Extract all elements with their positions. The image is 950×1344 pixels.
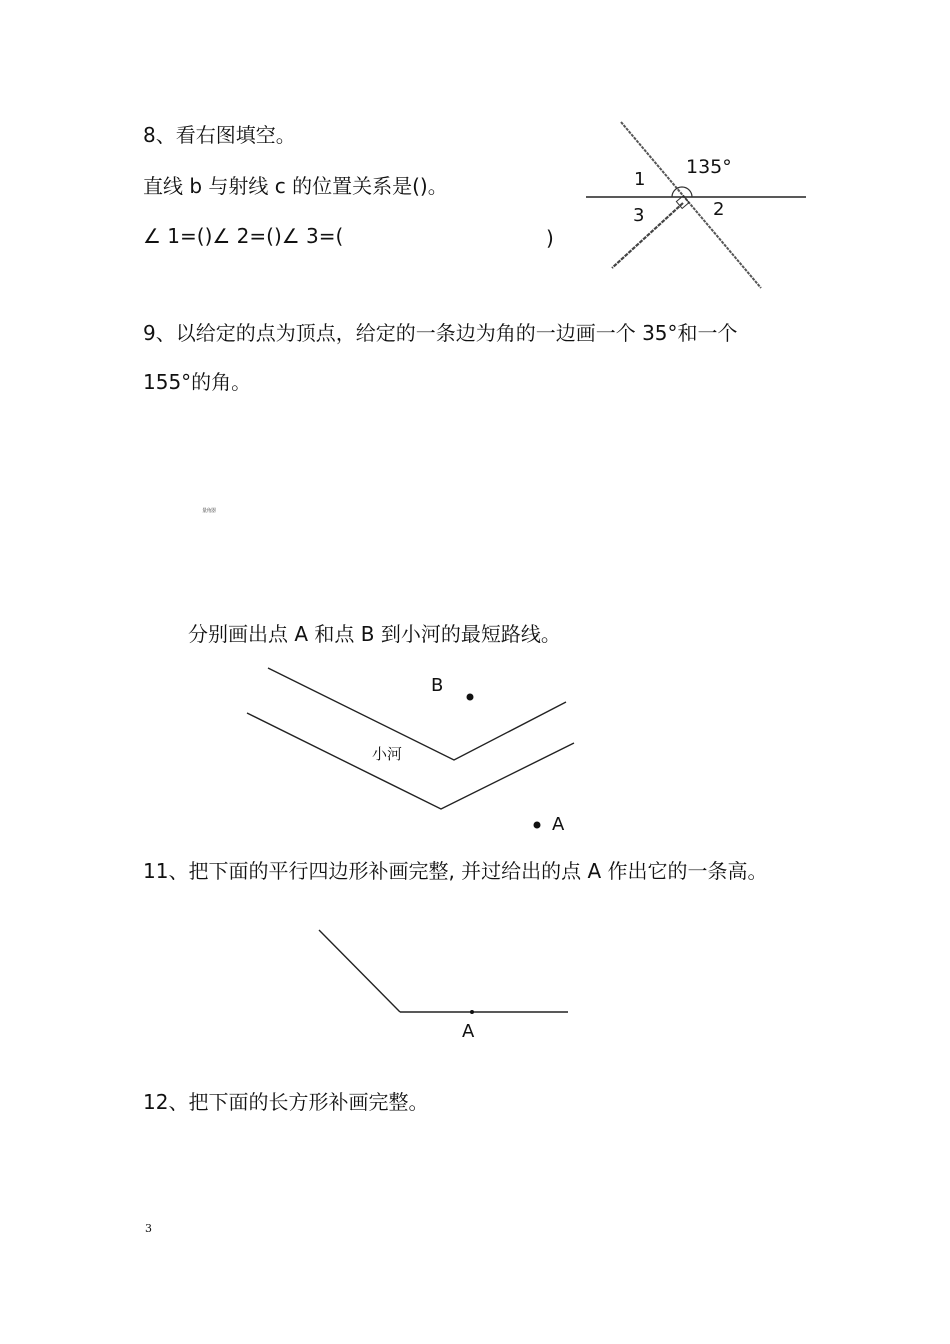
q12-instruction: 12、把下面的长方形补画完整。: [143, 1090, 429, 1114]
q11-slanted-side: [319, 930, 400, 1012]
q8-angle-arc: [672, 187, 692, 197]
q8-ray-c: [612, 203, 683, 268]
q8-title: 8、看右图填空。: [143, 123, 296, 147]
q11-point-a: [470, 1010, 474, 1014]
q11-label-a: A: [462, 1021, 475, 1042]
q10-label-a: A: [552, 814, 565, 835]
q8-angle-1-label: 1: [634, 169, 646, 190]
q8-angle-blank-close: ): [546, 226, 554, 250]
q8-position-question: 直线 b 与射线 c 的位置关系是()。: [143, 174, 448, 198]
q8-angle-blanks: ∠ 1=()∠ 2=()∠ 3=(: [143, 224, 344, 248]
q10-label-b: B: [431, 675, 444, 696]
q8-angle-3-label: 3: [633, 205, 645, 226]
q10-instruction: 分别画出点 A 和点 B 到小河的最短路线。: [188, 622, 561, 646]
page-number: 3: [145, 1222, 152, 1235]
q10-river-figure: [240, 660, 600, 840]
q9-instruction-line1: 9、以给定的点为顶点，给定的一条边为角的一边画一个 35°和一个: [143, 321, 738, 345]
q8-angle-2-label: 2: [713, 199, 725, 220]
q9-instruction-line2: 155°的角。: [143, 370, 252, 394]
q8-intersecting-lines-figure: [580, 118, 820, 298]
q9-protractor-speck: 量角器: [202, 508, 216, 514]
q8-angle-135-label: 135°: [686, 156, 732, 178]
q10-point-b: [467, 694, 474, 701]
q11-parallelogram-figure: [310, 925, 590, 1055]
q11-instruction: 11、把下面的平行四边形补画完整, 并过给出的点 A 作出它的一条高。: [143, 859, 768, 883]
q10-river-label: 小河: [372, 745, 403, 763]
q10-river-lower-bank: [247, 713, 574, 809]
q10-point-a: [534, 822, 541, 829]
